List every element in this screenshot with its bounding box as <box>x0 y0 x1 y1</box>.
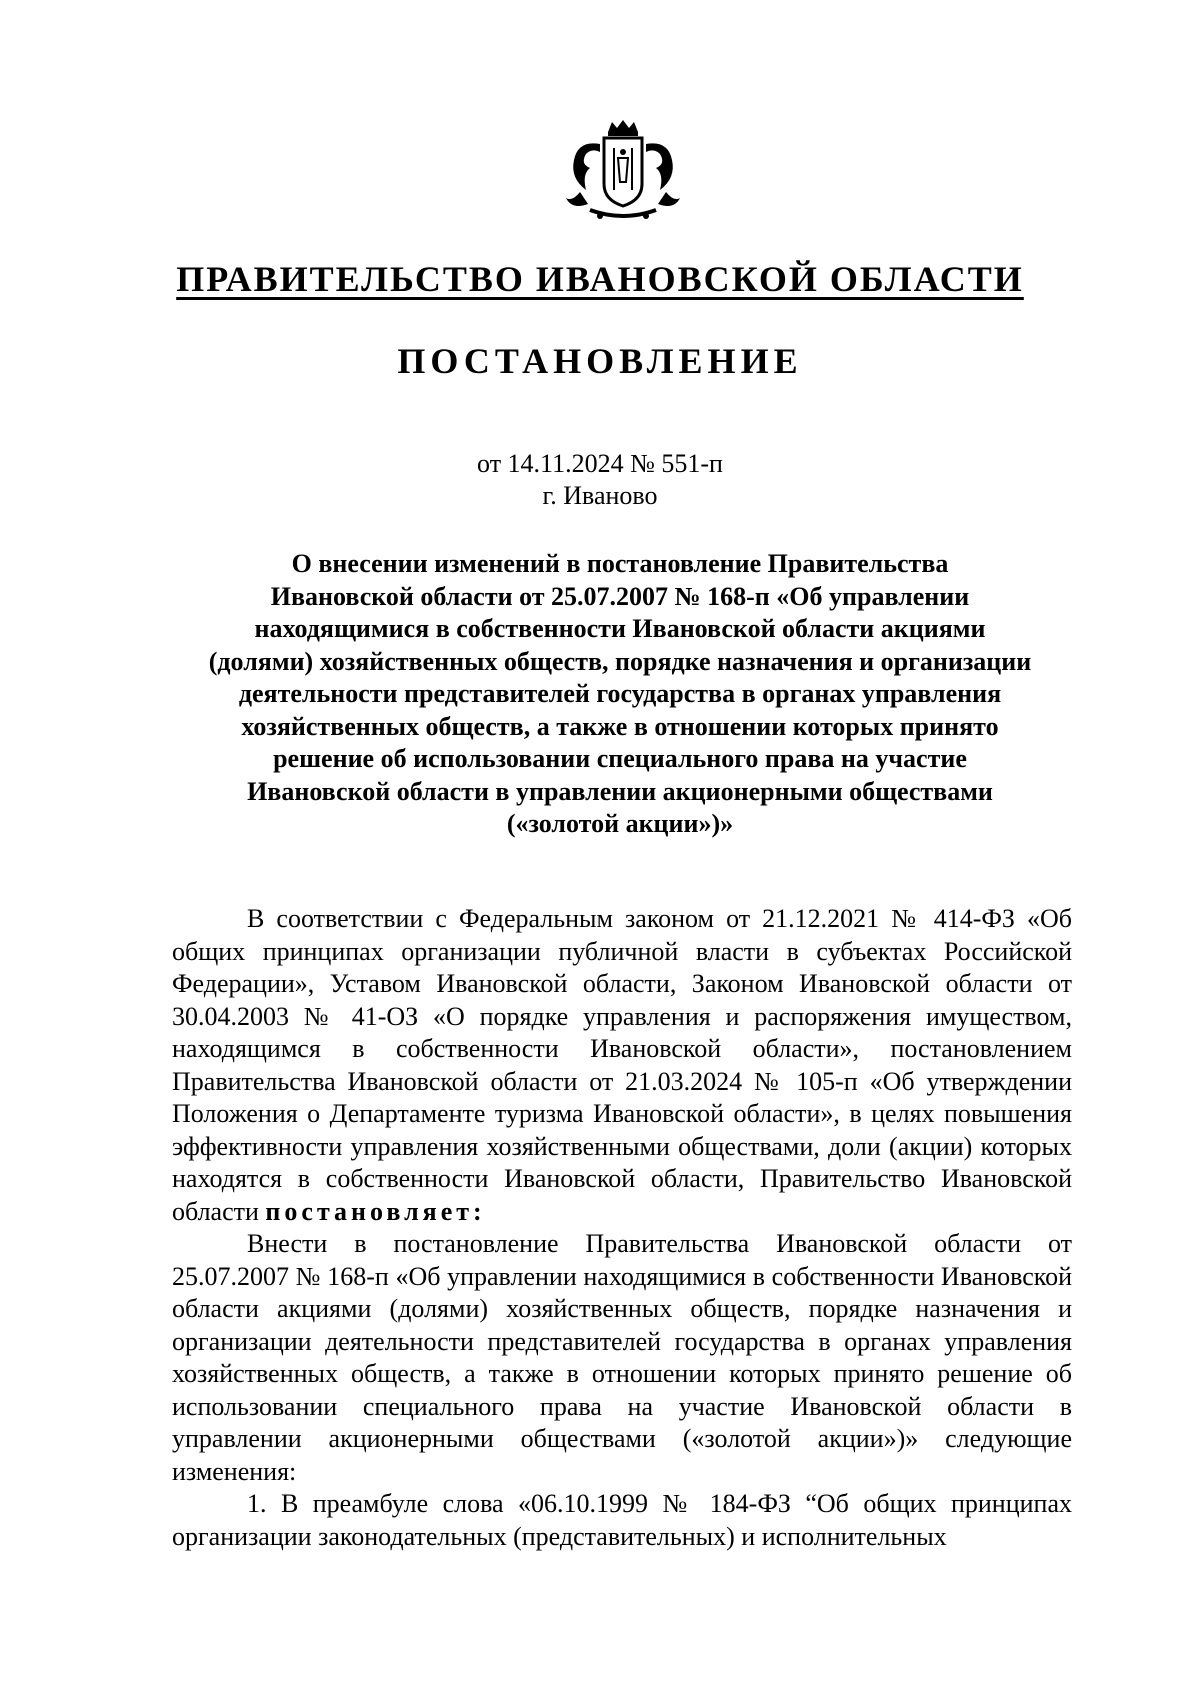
title-line: Ивановской области от 25.07.2007 № 168-п «Об управлении <box>270 581 970 611</box>
document-meta <box>0 448 1200 512</box>
body-paragraph: Внести в постановление Правительства Ивановской области от 25.07.2007 № 168-п «Об управлении находящимися в собственности Ивановской области акциями (долями) хозяйственных обществ, порядке назначения и организации деятельности представителей государства в органах управления хозяйственных обществ, а также в отношении которых принято решение об использовании специального права на участие Ивановской области в управлении акционерными обществами («золотой акции»)» следующие изменения: <box>172 1229 1072 1486</box>
title-line: (долями) хозяйственных обществ, порядке назначения и организации <box>208 646 1032 676</box>
document-title <box>165 548 1075 841</box>
document-body <box>172 903 1072 1553</box>
title-line: («золотой акции»)» <box>506 809 734 838</box>
document-type: ПОСТАНОВЛЕНИЕ <box>397 341 803 381</box>
title-line: хозяйственных обществ, а также в отношении которых принято <box>241 711 999 741</box>
resolution-keyword: постановляет: <box>265 1196 486 1226</box>
title-line: Ивановской области в управлении акционерными обществами <box>247 776 993 806</box>
organization-title: ПРАВИТЕЛЬСТВО ИВАНОВСКОЙ ОБЛАСТИ <box>176 259 1024 299</box>
body-paragraph <box>172 903 1072 1228</box>
body-paragraph: 1. В преамбуле слова «06.10.1999 № 184-ФЗ “Об общих принципах организации законодательных (представительных) и исполнительных <box>172 1489 1072 1551</box>
document-city: г. Иваново <box>542 481 658 510</box>
title-line: деятельности представителей государства в органах управления <box>238 679 1002 708</box>
title-line: О внесении изменений в постановление Правительства <box>291 549 949 578</box>
title-line: находящимися в собственности Ивановской области акциями <box>254 614 986 643</box>
title-line: решение об использовании специального права на участие <box>273 744 967 773</box>
document-date-number: от 14.11.2024 № 551-п <box>477 449 723 478</box>
ivanovo-region-coat-of-arms-icon <box>560 118 686 224</box>
paragraph-text: В соответствии с Федеральным законом от 21.12.2021 № 414-ФЗ «Об общих принципах организации публичной власти в субъектах Российской Федерации», Уставом Ивановской области, Законом Ивановской области от 30.04.2003 № 41-ОЗ «О порядке управления и распоряжения имуществом, находящимся в собственности Ивановской области», постановлением Правительства Ивановской области от 21.03.2024 № 105-п «Об утверждении Положения о Департаменте туризма Ивановской области», в целях повышения эффективности управления хозяйственными обществами, доли (акции) которых находятся в собственности Ивановской области, Правительство Ивановской области <box>172 904 1072 1226</box>
